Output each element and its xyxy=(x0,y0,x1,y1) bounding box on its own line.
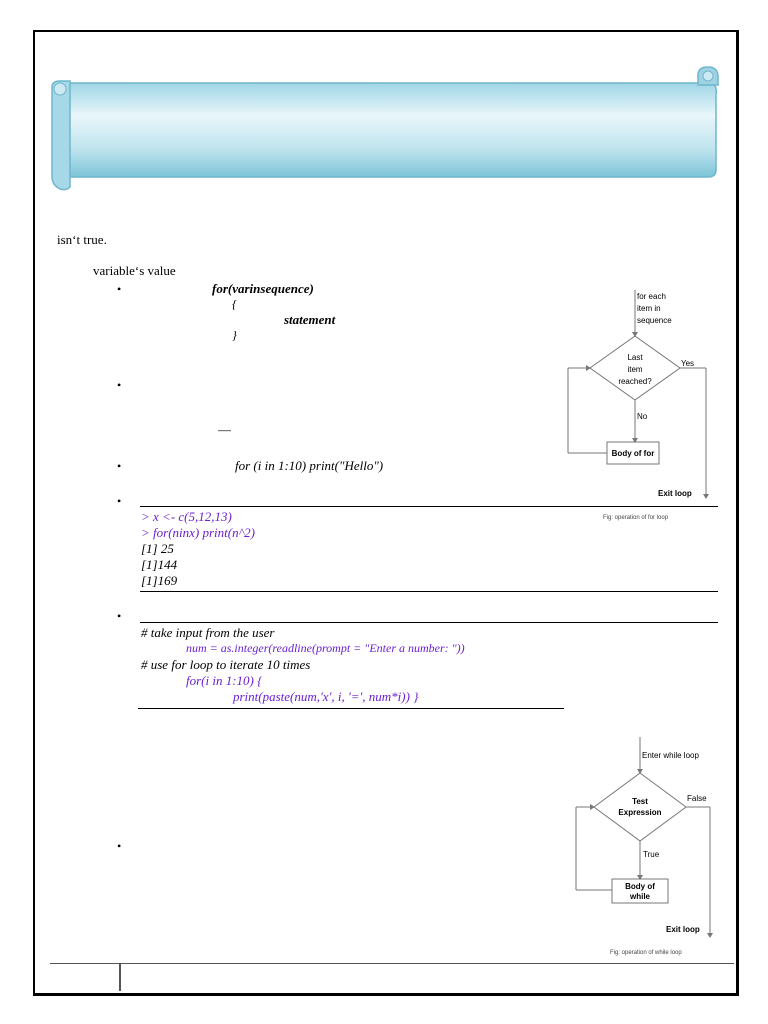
while-body-line-2: while xyxy=(629,892,651,901)
for-figure-caption: Fig: operation of for loop xyxy=(603,515,669,521)
bullet-3: • xyxy=(117,459,122,473)
for-entry-line-3: sequence xyxy=(637,316,672,325)
code-block-2-top-rule xyxy=(140,622,718,623)
bullet-1: • xyxy=(117,282,122,296)
bullet-2: • xyxy=(117,378,122,392)
code1-line-1: > x <- c(5,12,13) xyxy=(141,509,232,524)
code-block-1-bottom-rule xyxy=(140,591,718,592)
for-yes-label: Yes xyxy=(681,359,695,368)
code2-line-3: # use for loop to iterate 10 times xyxy=(141,657,311,672)
title-banner-scroll xyxy=(48,65,720,193)
while-loop-flowchart xyxy=(570,735,725,945)
code1-line-2: > for(ninx) print(n^2) xyxy=(141,525,255,540)
code2-line-4: for(i in 1:10) { xyxy=(186,673,263,688)
syntax-close-brace: } xyxy=(232,328,237,342)
for-decision-line-2: item xyxy=(627,365,643,374)
for-entry-line-1: for each xyxy=(637,292,666,301)
example-hello-loop: for (i in 1:10) print("Hello") xyxy=(235,458,384,473)
footer-rule xyxy=(50,963,734,964)
code2-line-5: print(paste(num,'x', i, '=', num*i)) } xyxy=(233,689,419,704)
for-exit-label: Exit loop xyxy=(658,489,692,498)
dash-mark: — xyxy=(218,422,231,437)
intro-line-1: isn‘t true. xyxy=(57,232,107,247)
while-true-label: True xyxy=(643,850,660,859)
bullet-6: • xyxy=(117,839,122,853)
footer-divider xyxy=(119,963,121,991)
code1-line-4: [1]144 xyxy=(141,557,178,572)
while-decision-line-1: Test xyxy=(632,797,648,806)
for-entry-line-2: item in xyxy=(637,304,661,313)
while-figure-caption: Fig: operation of while loop xyxy=(610,950,682,956)
code2-line-2: num = as.integer(readline(prompt = "Enter a number: ")) xyxy=(186,641,465,655)
syntax-for-line: for(varinsequence) xyxy=(212,281,314,296)
bullet-5: • xyxy=(117,609,122,623)
for-decision-line-3: reached? xyxy=(618,377,652,386)
while-decision-line-2: Expression xyxy=(618,808,662,817)
code1-line-5: [1]169 xyxy=(141,573,178,588)
while-body-line-1: Body of xyxy=(625,882,655,891)
syntax-open-brace: { xyxy=(232,297,237,311)
while-entry-label: Enter while loop xyxy=(642,751,699,760)
for-no-label: No xyxy=(637,412,648,421)
for-loop-flowchart xyxy=(560,288,720,513)
for-body-box-label: Body of for xyxy=(611,449,655,458)
while-exit-label: Exit loop xyxy=(666,925,700,934)
code2-line-1: # take input from the user xyxy=(141,625,275,640)
while-false-label: False xyxy=(687,794,707,803)
syntax-statement: statement xyxy=(284,312,336,327)
code1-line-3: [1] 25 xyxy=(141,541,174,556)
bullet-4: • xyxy=(117,494,122,508)
intro-line-2: variable‘s value xyxy=(93,263,176,278)
for-decision-line-1: Last xyxy=(627,353,643,362)
code-block-2-bottom-rule xyxy=(138,708,564,709)
